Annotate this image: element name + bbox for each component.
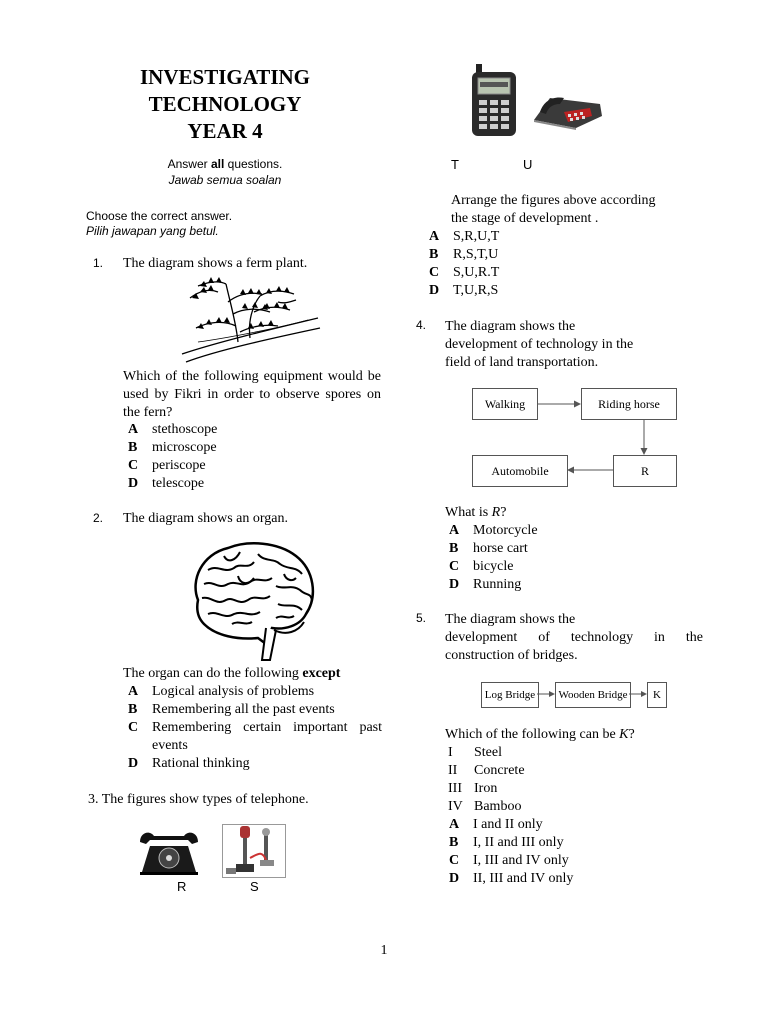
- choose-instruction: Choose the correct answer.: [86, 209, 233, 223]
- q5-stem-line-2: development of technology in the: [445, 630, 703, 645]
- option-text: microscope: [152, 440, 217, 455]
- item-text: Steel: [474, 745, 502, 760]
- q5-option-d[interactable]: [449, 870, 573, 888]
- q4-option-d[interactable]: [449, 576, 521, 594]
- q1-option-a[interactable]: [128, 421, 217, 439]
- flow-box-walking: Walking: [472, 388, 538, 420]
- q1-option-d[interactable]: [128, 475, 204, 493]
- q1-option-c[interactable]: [128, 457, 206, 475]
- label-r: R: [177, 879, 187, 894]
- q2-option-d[interactable]: [128, 755, 250, 773]
- option-letter: A: [449, 523, 460, 538]
- item-numeral: I: [448, 745, 453, 760]
- option-text: II, III and IV only: [473, 871, 574, 886]
- q4-stem-line-2: development of technology in the: [445, 337, 634, 352]
- q3-option-c[interactable]: [429, 264, 499, 282]
- option-letter: B: [429, 247, 439, 262]
- option-letter: D: [128, 756, 139, 771]
- title-line-1: INVESTIGATING: [140, 65, 310, 89]
- q5-item-iv: [448, 798, 521, 816]
- q2-question-text: The organ can do the following: [123, 666, 303, 681]
- q3-question-line-1: Arrange the figures above according: [451, 193, 656, 208]
- page-title: [90, 64, 360, 145]
- option-letter: C: [128, 458, 139, 473]
- label-t: T: [451, 157, 459, 172]
- q5-number: 5.: [416, 611, 427, 625]
- option-letter: C: [128, 720, 139, 735]
- q3-question-line-2: the stage of development .: [451, 211, 599, 226]
- q4-stem-line-1: The diagram shows the: [445, 319, 576, 334]
- flow-box-riding-horse: Riding horse: [581, 388, 677, 420]
- option-letter: C: [449, 559, 460, 574]
- arrow-right-icon: [536, 396, 582, 412]
- q4-option-a[interactable]: [449, 522, 538, 540]
- q5-option-b[interactable]: [449, 834, 564, 852]
- q1-option-b[interactable]: [128, 439, 217, 457]
- answer-instruction-malay: Jawab semua soalan: [168, 173, 282, 187]
- q4-stem-line-3: field of land transportation.: [445, 355, 599, 370]
- answer-instruction: [90, 157, 360, 172]
- option-letter: A: [429, 229, 440, 244]
- mobile-phone-image: [468, 62, 522, 138]
- item-text: Iron: [474, 781, 498, 796]
- arrow-right-icon: [537, 687, 556, 701]
- title-line-3: YEAR 4: [187, 119, 263, 143]
- q5-stem-line-1: The diagram shows the: [445, 612, 576, 627]
- fern-plant-image: [178, 272, 324, 364]
- option-text: Remembering certain important past events: [152, 720, 382, 753]
- q1-question: Which of the following equipment would be used by Fikri in order to observe spores on the fern?: [123, 369, 381, 420]
- q3-option-d[interactable]: [429, 282, 498, 300]
- q4-question-text: What is: [445, 505, 492, 520]
- q5-question-var: K: [619, 727, 629, 742]
- flow-box-k: K: [647, 682, 667, 708]
- q5-item-ii: [448, 762, 525, 780]
- answer-pre: Answer: [167, 157, 211, 171]
- option-letter: B: [449, 835, 459, 850]
- q2-option-c[interactable]: [128, 719, 382, 755]
- choose-instruction-malay: Pilih jawapan yang betul.: [86, 224, 219, 238]
- q5-question: [445, 726, 635, 744]
- option-text: I and II only: [473, 817, 543, 832]
- option-letter: D: [449, 871, 460, 886]
- option-letter: B: [128, 702, 138, 717]
- item-text: Bamboo: [474, 799, 522, 814]
- q4-question-mark: ?: [500, 505, 507, 520]
- candlestick-telephone-image: [222, 824, 286, 878]
- q3-option-b[interactable]: [429, 246, 498, 264]
- option-text: stethoscope: [152, 422, 218, 437]
- option-text: periscope: [152, 458, 206, 473]
- option-text: Motorcycle: [473, 523, 538, 538]
- title-line-2: TECHNOLOGY: [148, 92, 302, 116]
- rotary-telephone-image: [134, 828, 204, 876]
- option-letter: B: [449, 541, 459, 556]
- flow-box-log-bridge: Log Bridge: [481, 682, 539, 708]
- option-letter: A: [128, 422, 139, 437]
- item-numeral: IV: [448, 799, 463, 814]
- answer-bold: all: [210, 157, 225, 171]
- option-text: telescope: [152, 476, 205, 491]
- option-letter: A: [128, 684, 139, 699]
- item-numeral: II: [448, 763, 458, 778]
- option-text: S,U,R.T: [453, 265, 500, 280]
- label-u: U: [523, 157, 533, 172]
- q5-option-a[interactable]: [449, 816, 543, 834]
- q1-number: 1.: [93, 256, 104, 270]
- option-letter: D: [128, 476, 139, 491]
- option-letter: D: [449, 577, 460, 592]
- q2-number: 2.: [93, 511, 104, 525]
- q2-stem: The diagram shows an organ.: [123, 511, 288, 526]
- flow-box-wooden-bridge: Wooden Bridge: [555, 682, 631, 708]
- page-number: 1: [380, 943, 388, 958]
- answer-post: questions.: [224, 157, 283, 171]
- option-letter: C: [449, 853, 460, 868]
- option-text: I, II and III only: [473, 835, 564, 850]
- option-text: S,R,U,T: [453, 229, 500, 244]
- item-numeral: III: [448, 781, 462, 796]
- q5-item-i: [448, 744, 502, 762]
- q5-stem-line-3: construction of bridges.: [445, 648, 578, 663]
- q2-question: [123, 665, 340, 683]
- brain-image: [188, 540, 320, 664]
- option-text: Remembering all the past events: [152, 702, 335, 717]
- q1-stem: The diagram shows a ferm plant.: [123, 256, 308, 271]
- q2-question-bold: except: [302, 666, 341, 681]
- arrow-right-icon: [629, 687, 648, 701]
- arrow-down-icon: [636, 418, 652, 456]
- option-text: T,U,R,S: [453, 283, 499, 298]
- q5-question-text: Which of the following can be: [445, 727, 620, 742]
- option-text: Rational thinking: [152, 756, 250, 771]
- option-letter: B: [128, 440, 138, 455]
- option-letter: A: [449, 817, 460, 832]
- option-text: I, III and IV only: [473, 853, 569, 868]
- option-text: R,S,T,U: [453, 247, 499, 262]
- option-text: Running: [473, 577, 522, 592]
- q2-option-a[interactable]: [128, 683, 314, 701]
- option-text: horse cart: [473, 541, 528, 556]
- desk-phone-image: [530, 90, 606, 130]
- option-letter: D: [429, 283, 440, 298]
- label-s: S: [250, 879, 259, 894]
- q5-question-mark: ?: [628, 727, 635, 742]
- q5-item-iii: [448, 780, 497, 798]
- q4-question: [445, 504, 506, 522]
- q2-option-b[interactable]: [128, 701, 335, 719]
- q5-option-c[interactable]: [449, 852, 569, 870]
- option-text: Logical analysis of problems: [152, 684, 315, 699]
- q4-option-b[interactable]: [449, 540, 528, 558]
- item-text: Concrete: [474, 763, 525, 778]
- flow-box-r: R: [613, 455, 677, 487]
- option-text: bicycle: [473, 559, 514, 574]
- q4-option-c[interactable]: [449, 558, 513, 576]
- q4-question-var: R: [491, 505, 501, 520]
- arrow-left-icon: [566, 462, 614, 478]
- flow-box-automobile: Automobile: [472, 455, 568, 487]
- q3-option-a[interactable]: [429, 228, 499, 246]
- option-letter: C: [429, 265, 440, 280]
- q4-number: 4.: [416, 318, 427, 332]
- q3-stem: 3. The figures show types of telephone.: [88, 792, 309, 807]
